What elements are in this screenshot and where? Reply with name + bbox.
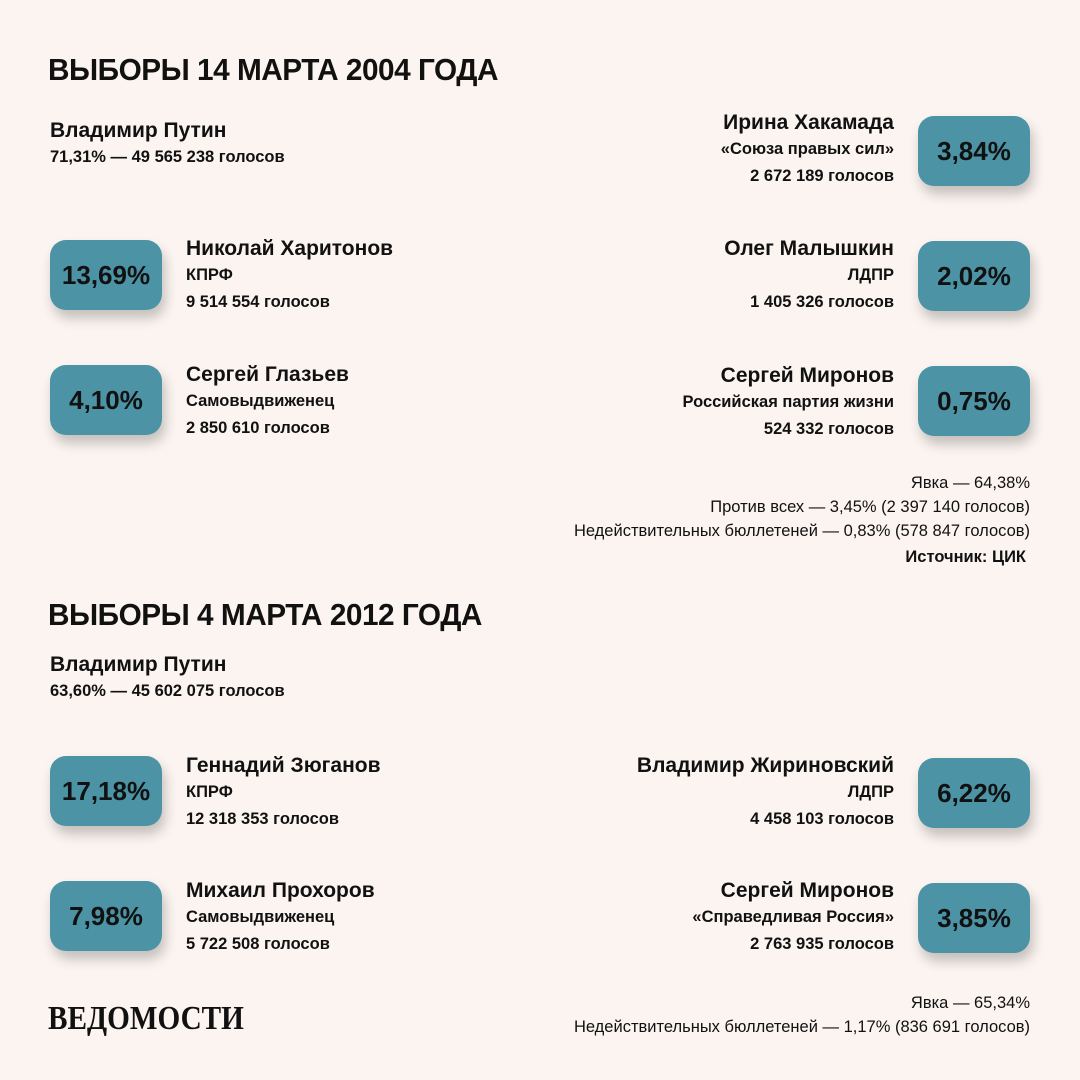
summary-2012 [574, 991, 1030, 1039]
candidate-votes: 2 850 610 голосов [186, 419, 330, 437]
percent-badge: 3,85% [918, 883, 1030, 953]
candidate-name: Олег Малышкин [724, 237, 894, 260]
candidate-name: Николай Харитонов [186, 237, 394, 260]
candidate-card [637, 753, 894, 833]
percent-badge: 4,10% [50, 365, 162, 435]
candidate-votes: 9 514 554 голосов [186, 293, 330, 311]
source-text: Источник: ЦИК [905, 548, 1026, 566]
candidate-card [721, 110, 894, 190]
percent-badge: 6,22% [918, 758, 1030, 828]
candidate-name: Сергей Миронов [720, 364, 894, 387]
candidate-party: «Союза правых сил» [720, 140, 894, 158]
invalid-ballots-text: Недействительных бюллетеней — 1,17% (836 691 голосов) [573, 1018, 1030, 1036]
winner-2004 [50, 118, 285, 171]
candidate-name: Владимир Жириновский [636, 754, 894, 777]
candidate-result: 63,60% — 45 602 075 голосов [50, 682, 285, 700]
candidate-votes: 1 405 326 голосов [750, 293, 894, 311]
candidate-party: Самовыдвиженец [186, 392, 335, 410]
percent-badge: 3,84% [918, 116, 1030, 186]
percent-badge: 2,02% [918, 241, 1030, 311]
summary-2004 [574, 471, 1030, 543]
candidate-card [724, 236, 894, 316]
candidate-votes: 2 672 189 голосов [750, 167, 894, 185]
candidate-party: ЛДПР [847, 783, 894, 801]
candidate-card [186, 878, 375, 958]
winner-2012 [50, 652, 285, 705]
candidate-card [186, 753, 381, 833]
section-title-2004: ВЫБОРЫ 14 МАРТА 2004 ГОДА [48, 52, 498, 87]
candidate-name: Владимир Путин [50, 119, 227, 142]
percent-badge: 0,75% [918, 366, 1030, 436]
candidate-card [682, 363, 894, 443]
candidate-votes: 5 722 508 голосов [186, 935, 330, 953]
candidate-party: Самовыдвиженец [186, 908, 335, 926]
percent-badge: 17,18% [50, 756, 162, 826]
turnout-text: Явка — 64,38% [910, 474, 1030, 492]
candidate-name: Ирина Хакамада [723, 111, 894, 134]
candidate-name: Михаил Прохоров [186, 879, 375, 902]
candidate-name: Геннадий Зюганов [186, 754, 381, 777]
candidate-votes: 2 763 935 голосов [750, 935, 894, 953]
candidate-party: «Справедливая Россия» [692, 908, 894, 926]
section-title-2012: ВЫБОРЫ 4 МАРТА 2012 ГОДА [48, 597, 482, 632]
turnout-text: Явка — 65,34% [910, 994, 1030, 1012]
candidate-party: Российская партия жизни [682, 393, 894, 411]
percent-badge: 7,98% [50, 881, 162, 951]
candidate-name: Сергей Миронов [720, 879, 894, 902]
candidate-result: 71,31% — 49 565 238 голосов [50, 148, 285, 166]
candidate-name: Сергей Глазьев [186, 363, 349, 386]
candidate-party: КПРФ [186, 783, 233, 801]
candidate-votes: 524 332 голосов [763, 420, 894, 438]
vedomosti-logo: ВЕДОМОСТИ [48, 1000, 244, 1037]
against-all-text: Против всех — 3,45% (2 397 140 голосов) [710, 498, 1030, 516]
candidate-party: ЛДПР [847, 266, 894, 284]
invalid-ballots-text: Недействительных бюллетеней — 0,83% (578 847 голосов) [573, 522, 1030, 540]
candidate-card [692, 878, 894, 958]
candidate-card [186, 362, 349, 442]
candidate-votes: 12 318 353 голосов [186, 810, 340, 828]
percent-badge: 13,69% [50, 240, 162, 310]
candidate-votes: 4 458 103 голосов [750, 810, 894, 828]
candidate-name: Владимир Путин [50, 653, 227, 676]
candidate-party: КПРФ [186, 266, 233, 284]
candidate-card [186, 236, 393, 316]
